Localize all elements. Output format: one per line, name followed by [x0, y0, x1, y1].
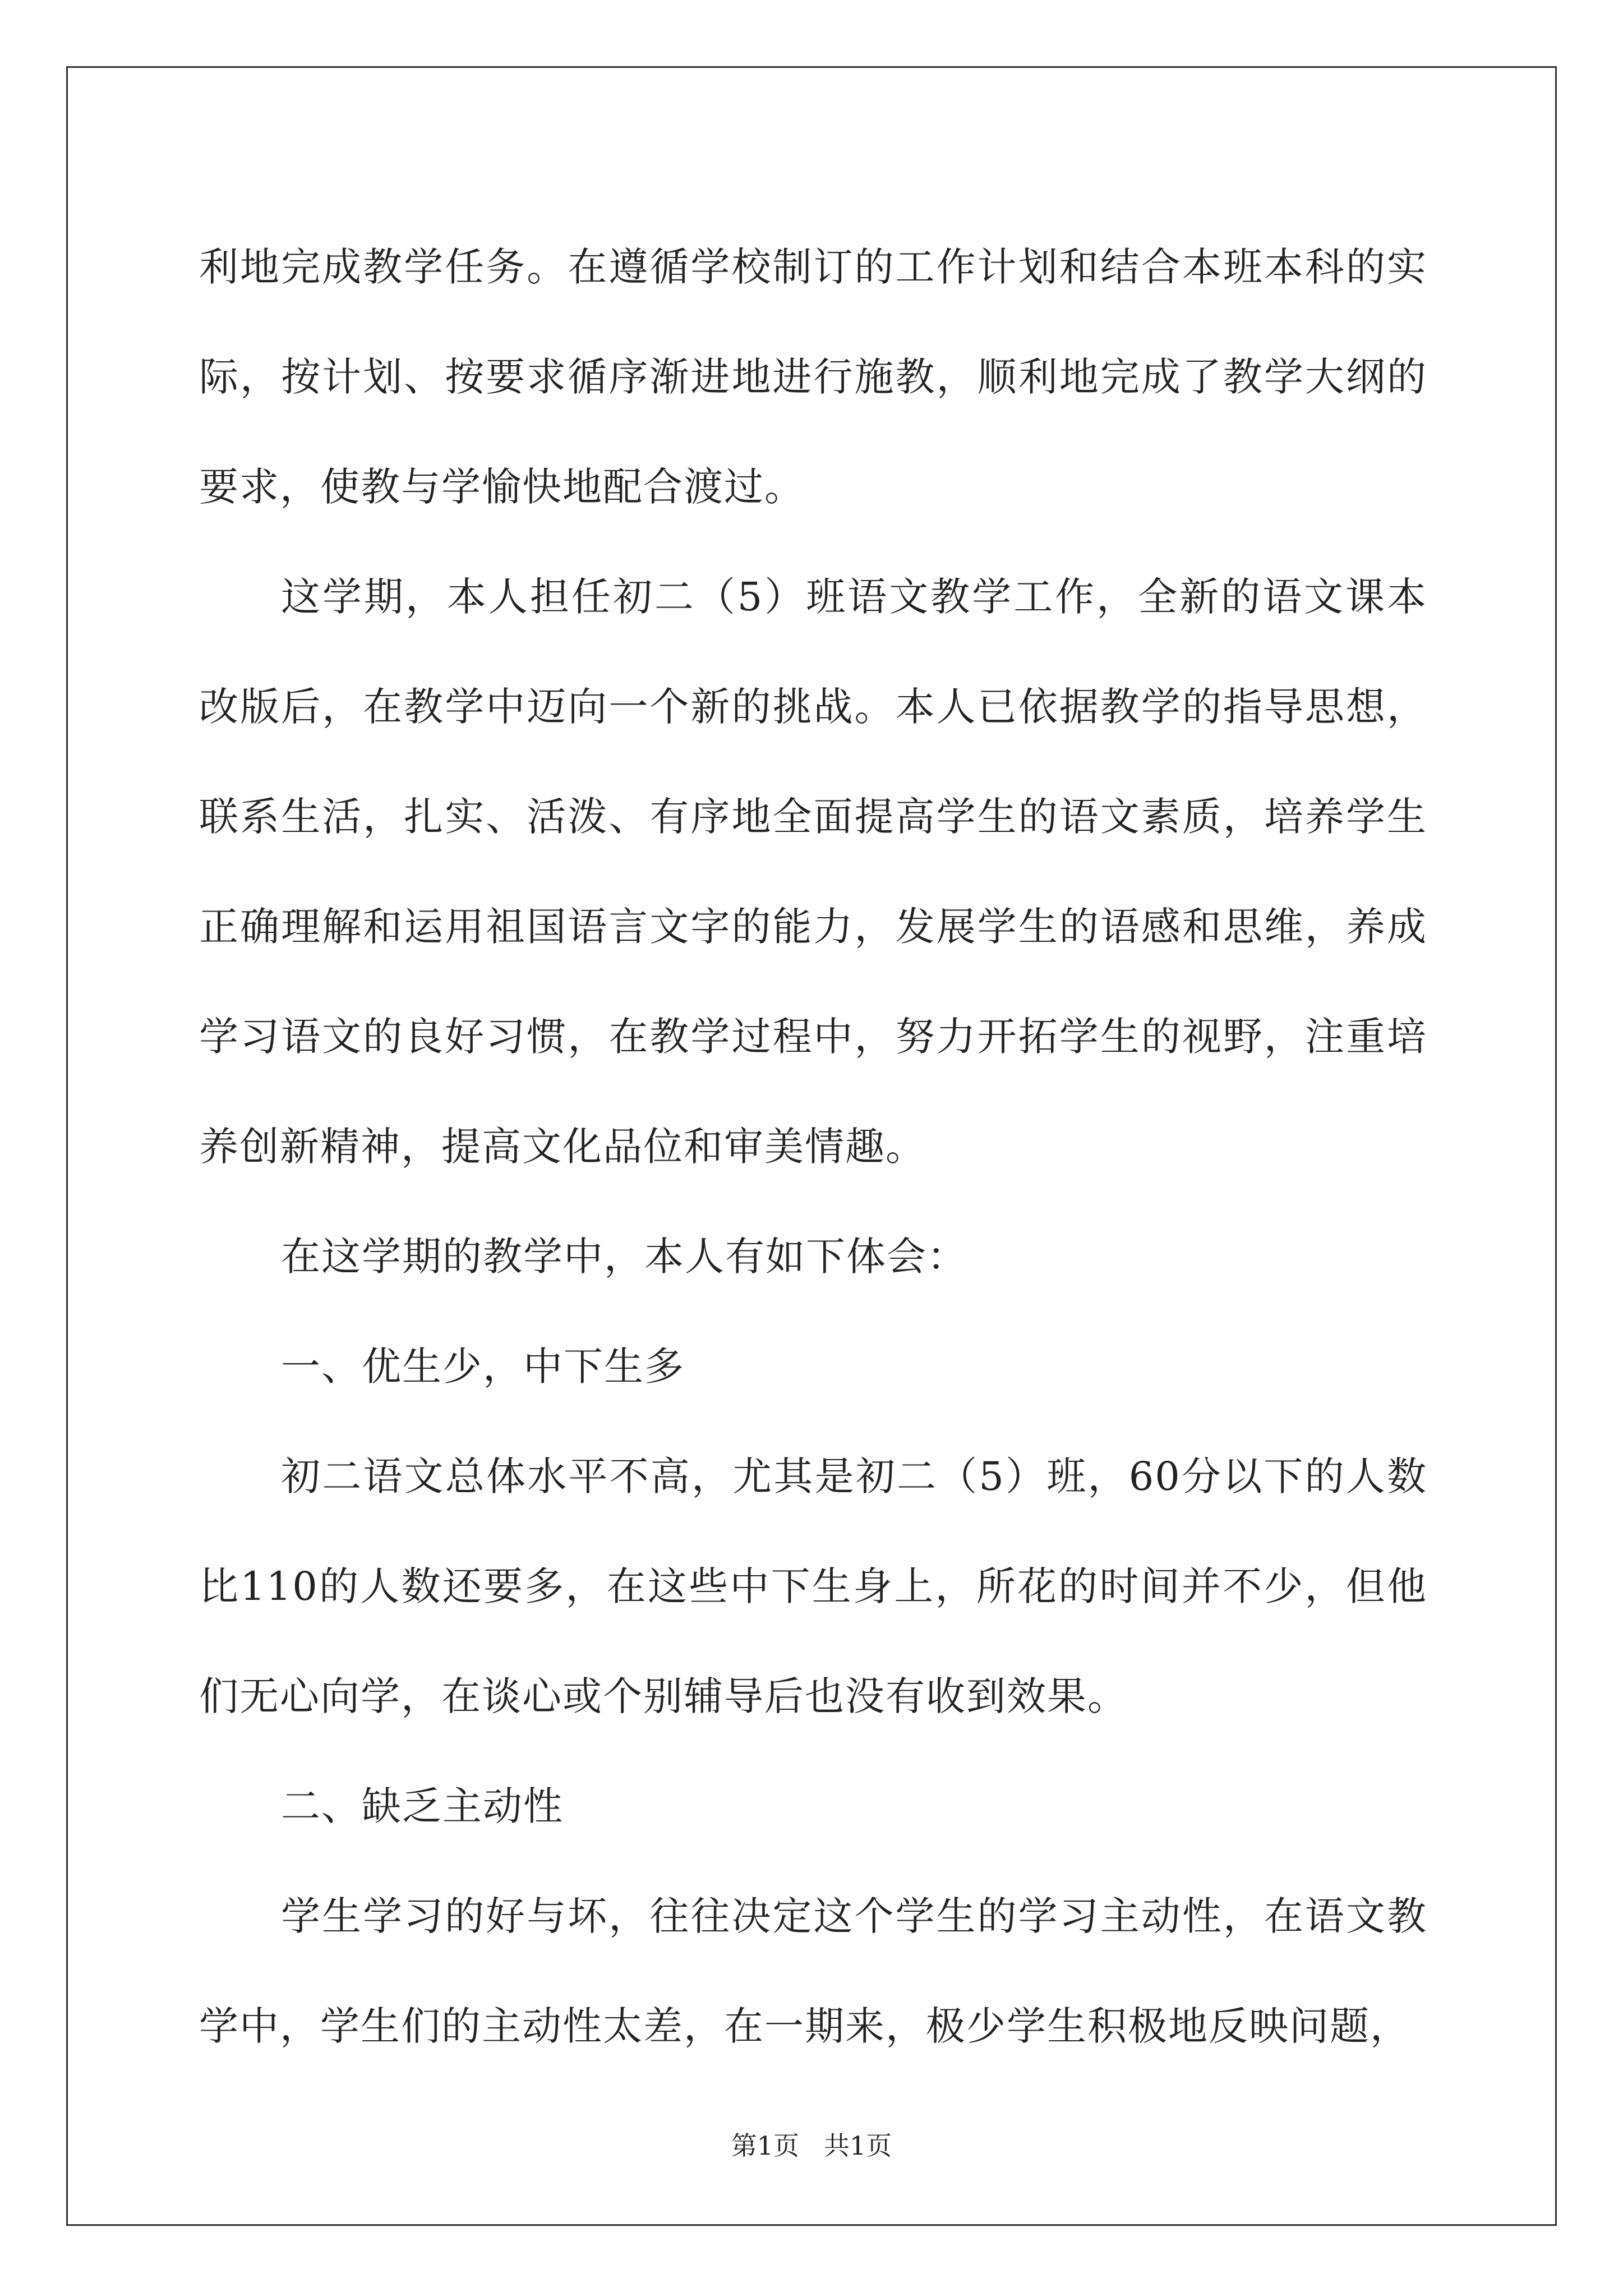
document-body: [199, 212, 1427, 2081]
paragraph-2: 这学期，本人担任初二（5）班语文教学工作，全新的语文课本改版后，在教学中迈向一个新的挑战。本人已依据教学的指导思想，联系生活，扎实、活泼、有序地全面提高学生的语文素质，培养学生正确理解和运用祖国语言文字的能力，发展学生的语感和思维，养成学习语文的良好习惯，在教学过程中，努力开拓学生的视野，注重培养创新精神，提高文化品位和审美情趣。: [199, 574, 1427, 1170]
paragraph-4: 初二语文总体水平不高，尤其是初二（5）班，60分以下的人数比110的人数还要多，在这些中下生身上，所花的时间并不少，但他们无心向学，在谈心或个别辅导后也没有收到效果。: [199, 1453, 1427, 1719]
paragraph-1: 利地完成教学任务。在遵循学校制订的工作计划和结合本班本科的实际，按计划、按要求循序渐进地进行施教，顺利地完成了教学大纲的要求，使教与学愉快地配合渡过。: [199, 244, 1427, 510]
page-total: 共1页: [823, 2131, 892, 2161]
page-footer: [0, 2129, 1623, 2162]
paragraph-3: 在这学期的教学中，本人有如下体会：: [281, 1234, 967, 1280]
page-number: 第1页: [731, 2131, 800, 2161]
section-heading-2: 二、缺乏主动性: [281, 1783, 564, 1829]
paragraph-5: 学生学习的好与坏，往往决定这个学生的学习主动性，在语文教学中，学生们的主动性太差，在一期来，极少学生积极地反映问题，: [199, 1893, 1427, 2049]
section-heading-1: 一、优生少，中下生多: [281, 1343, 685, 1389]
